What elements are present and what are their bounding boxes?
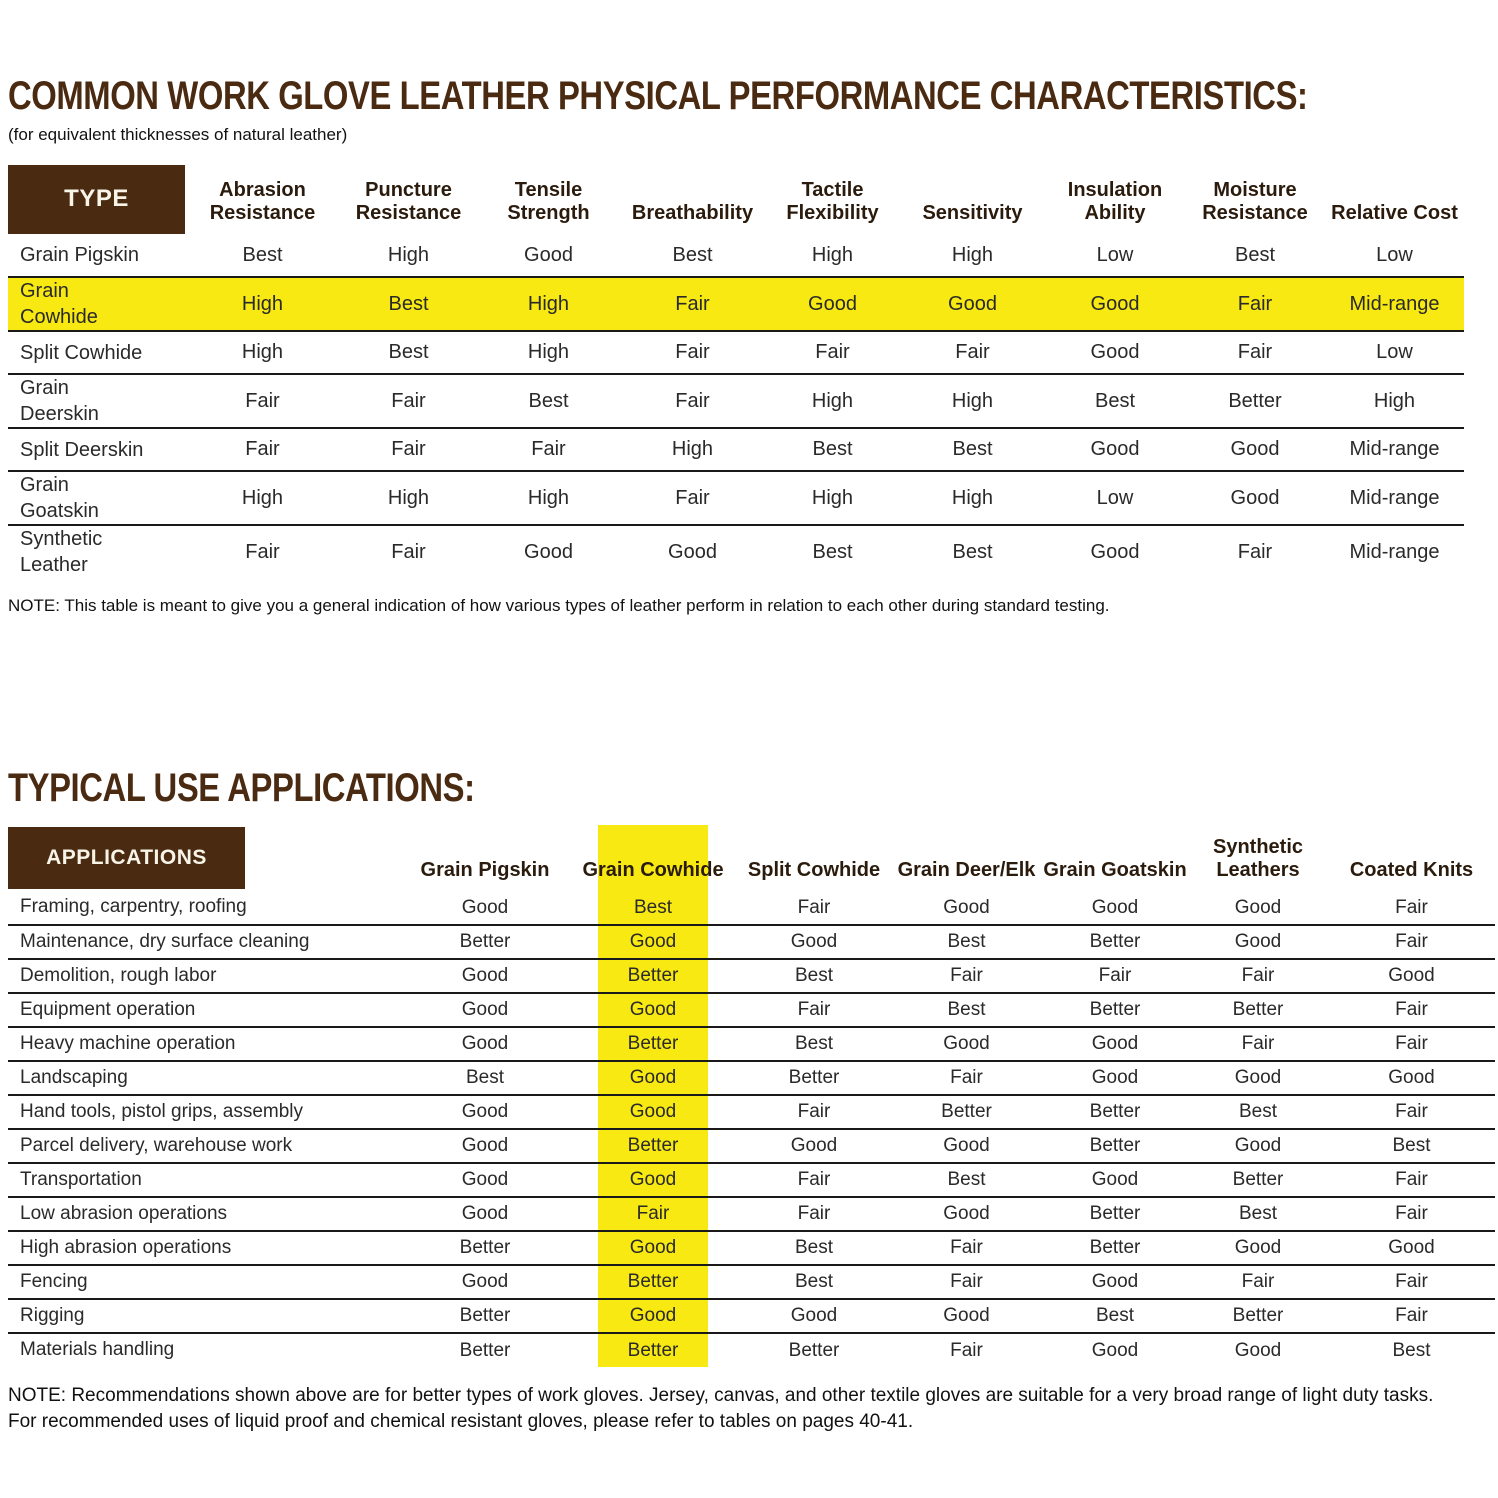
value-cell: Best <box>737 959 891 993</box>
table-row <box>8 1231 1495 1265</box>
performance-section <box>8 74 1488 616</box>
value-cell: Good <box>1188 1333 1328 1367</box>
column-header: Grain Cowhide <box>569 825 737 891</box>
table-row <box>8 1129 1495 1163</box>
value-cell: Fair <box>1328 925 1495 959</box>
table-row <box>8 1265 1495 1299</box>
value-cell: Good <box>1234 896 1282 918</box>
value-cell: Good <box>401 1265 569 1299</box>
value-cell: Good <box>1045 525 1185 578</box>
column-header: Grain Deer/Elk <box>897 858 1036 881</box>
value-cell: Better <box>1042 993 1188 1027</box>
table-row <box>8 331 1464 374</box>
value-cell: High <box>900 374 1045 428</box>
table-row <box>8 891 1495 925</box>
value-cell: Better <box>1188 1163 1328 1197</box>
value-cell: Best <box>242 243 283 266</box>
value-cell: Good <box>477 525 620 578</box>
value-cell: Good <box>401 1027 569 1061</box>
value-cell: Best <box>1328 1129 1495 1163</box>
value-cell: Better <box>891 1095 1042 1129</box>
table-row <box>8 1333 1495 1367</box>
value-cell: Mid-range <box>1325 277 1464 331</box>
column-header: Puncture Resistance <box>355 179 462 224</box>
value-cell: Best <box>900 525 1045 578</box>
table-row <box>8 374 1464 428</box>
column-header: Tactile Flexibility <box>786 179 879 224</box>
row-label: Materials handling <box>8 1333 401 1367</box>
value-cell: Best <box>1234 243 1276 266</box>
value-cell: Good <box>1328 1231 1495 1265</box>
row-label: Rigging <box>8 1299 401 1333</box>
value-cell: Best <box>340 331 477 374</box>
applications-corner-header <box>8 825 401 891</box>
value-cell: Best <box>891 925 1042 959</box>
value-cell: Good <box>891 1129 1042 1163</box>
table-row <box>8 1299 1495 1333</box>
row-label: Heavy machine operation <box>8 1027 401 1061</box>
value-cell: High <box>765 374 900 428</box>
value-cell: Good <box>1045 331 1185 374</box>
performance-title: COMMON WORK GLOVE LEATHER PHYSICAL PERFORMANCE CHARACTERISTICS: <box>8 74 1308 118</box>
value-cell: Good <box>569 1095 737 1129</box>
value-cell: Good <box>461 896 509 918</box>
performance-header-row <box>8 165 1464 234</box>
value-cell: Fair <box>1328 1265 1495 1299</box>
value-cell: Good <box>1045 277 1185 331</box>
applications-section <box>8 766 1488 1434</box>
column-header: Split Cowhide <box>747 858 881 881</box>
column-header: Insulation Ability <box>1067 179 1163 224</box>
value-cell: Mid-range <box>1325 428 1464 471</box>
value-cell: Best <box>737 1027 891 1061</box>
value-cell: Good <box>1328 959 1495 993</box>
value-cell: Fair <box>797 896 831 918</box>
column-header: Sensitivity <box>922 201 1023 224</box>
row-label: Grain Deerskin <box>8 374 185 428</box>
value-cell: Better <box>569 1265 737 1299</box>
value-cell: Good <box>1188 1061 1328 1095</box>
column-header: Moisture Resistance <box>1202 179 1308 224</box>
row-label: Demolition, rough labor <box>8 959 401 993</box>
value-cell: Good <box>524 243 573 266</box>
value-cell: Better <box>1188 993 1328 1027</box>
row-label: Maintenance, dry surface cleaning <box>8 925 401 959</box>
value-cell: Fair <box>765 331 900 374</box>
value-cell: Best <box>737 1265 891 1299</box>
value-cell: High <box>1325 374 1464 428</box>
value-cell: Fair <box>737 1163 891 1197</box>
value-cell: Fair <box>1185 277 1325 331</box>
row-label: Hand tools, pistol grips, assembly <box>8 1095 401 1129</box>
value-cell: Fair <box>891 959 1042 993</box>
table-row <box>8 1163 1495 1197</box>
value-cell: Better <box>1185 374 1325 428</box>
value-cell: Good <box>1042 1163 1188 1197</box>
value-cell: Better <box>401 925 569 959</box>
value-cell: High <box>765 471 900 525</box>
value-cell: Good <box>900 277 1045 331</box>
row-label: Equipment operation <box>8 993 401 1027</box>
value-cell: High <box>477 277 620 331</box>
column-header: Abrasion Resistance <box>209 179 316 224</box>
value-cell: Fair <box>1328 1163 1495 1197</box>
value-cell: Good <box>891 1027 1042 1061</box>
value-cell: Good <box>569 1231 737 1265</box>
column-header: Coated Knits <box>1349 858 1474 881</box>
applications-note-line1: NOTE: Recommendations shown above are for better types of work gloves. Jersey, canvas, and other textile gloves are suitable for a very broad range of light duty tasks. <box>8 1385 1434 1406</box>
value-cell: Fair <box>1042 959 1188 993</box>
value-cell: Best <box>401 1061 569 1095</box>
value-cell: Fair <box>891 1333 1042 1367</box>
row-label: Low abrasion operations <box>8 1197 401 1231</box>
value-cell: Fair <box>1328 1027 1495 1061</box>
value-cell: Fair <box>737 993 891 1027</box>
row-label: Grain Pigskin <box>20 244 139 266</box>
value-cell: Good <box>401 1095 569 1129</box>
value-cell: Good <box>737 925 891 959</box>
value-cell: Good <box>891 1197 1042 1231</box>
performance-note: NOTE: This table is meant to give you a general indication of how various types of leather perform in relation to each other during standard testing. <box>8 596 1110 615</box>
value-cell: Best <box>891 1163 1042 1197</box>
table-row <box>8 959 1495 993</box>
value-cell: High <box>900 471 1045 525</box>
value-cell: Fair <box>340 374 477 428</box>
value-cell: Good <box>765 277 900 331</box>
performance-subtitle: (for equivalent thicknesses of natural leather) <box>8 125 348 144</box>
value-cell: Best <box>765 428 900 471</box>
value-cell: Good <box>1185 428 1325 471</box>
value-cell: Best <box>891 993 1042 1027</box>
row-label: Landscaping <box>8 1061 401 1095</box>
column-header: Breathability <box>631 201 754 224</box>
value-cell: Fair <box>185 428 340 471</box>
column-header: Grain Goatskin <box>1043 858 1187 881</box>
value-cell: Fair <box>620 277 765 331</box>
value-cell: Fair <box>185 525 340 578</box>
value-cell: Best <box>1042 1299 1188 1333</box>
value-cell: Better <box>1042 1095 1188 1129</box>
value-cell: Fair <box>340 428 477 471</box>
value-cell: Fair <box>891 1061 1042 1095</box>
row-label: Split Cowhide <box>8 331 185 374</box>
table-row <box>8 525 1464 578</box>
table-row <box>8 277 1464 331</box>
value-cell: Best <box>765 525 900 578</box>
value-cell: Good <box>1042 1265 1188 1299</box>
value-cell: Good <box>891 1299 1042 1333</box>
value-cell: Good <box>401 1163 569 1197</box>
performance-table <box>8 165 1464 578</box>
value-cell: Good <box>1042 1027 1188 1061</box>
table-row <box>8 428 1464 471</box>
value-cell: Best <box>1045 374 1185 428</box>
value-cell: High <box>185 471 340 525</box>
value-cell: High <box>185 277 340 331</box>
value-cell: Better <box>1188 1299 1328 1333</box>
value-cell: Good <box>401 959 569 993</box>
row-label: Grain Cowhide <box>8 277 185 331</box>
table-row <box>8 1197 1495 1231</box>
value-cell: Good <box>1042 1061 1188 1095</box>
table-row <box>8 234 1464 277</box>
column-header: Synthetic Leathers <box>1212 836 1304 881</box>
value-cell: Good <box>401 993 569 1027</box>
value-cell: Fair <box>1328 1095 1495 1129</box>
value-cell: Best <box>900 428 1045 471</box>
value-cell: High <box>387 243 430 266</box>
value-cell: Low <box>1096 243 1134 266</box>
value-cell: Fair <box>1395 896 1428 918</box>
value-cell: Fair <box>1188 1027 1328 1061</box>
value-cell: Fair <box>569 1197 737 1231</box>
value-cell: Better <box>569 1027 737 1061</box>
value-cell: Good <box>1042 1333 1188 1367</box>
value-cell: Best <box>737 1231 891 1265</box>
value-cell: Better <box>1042 925 1188 959</box>
value-cell: Better <box>569 1129 737 1163</box>
value-cell: Better <box>1042 1197 1188 1231</box>
row-label: Parcel delivery, warehouse work <box>8 1129 401 1163</box>
row-label: Fencing <box>8 1265 401 1299</box>
value-cell: Good <box>1045 428 1185 471</box>
value-cell: Good <box>401 1197 569 1231</box>
value-cell: Good <box>569 1299 737 1333</box>
value-cell: High <box>620 428 765 471</box>
value-cell: Fair <box>340 525 477 578</box>
value-cell: Good <box>401 1129 569 1163</box>
value-cell: Low <box>1045 471 1185 525</box>
value-cell: Good <box>620 525 765 578</box>
table-row <box>8 471 1464 525</box>
table-row <box>8 925 1495 959</box>
value-cell: Fair <box>620 331 765 374</box>
value-cell: Better <box>1042 1129 1188 1163</box>
value-cell: Good <box>569 1163 737 1197</box>
applications-note <box>8 1383 1488 1434</box>
applications-header-row <box>8 825 1495 891</box>
value-cell: High <box>477 331 620 374</box>
value-cell: Good <box>569 925 737 959</box>
value-cell: High <box>811 243 854 266</box>
row-label: Synthetic Leather <box>8 525 185 578</box>
column-header: Tensile Strength <box>507 179 590 224</box>
value-cell: Good <box>737 1299 891 1333</box>
applications-title: TYPICAL USE APPLICATIONS: <box>8 766 475 810</box>
value-cell: Fair <box>477 428 620 471</box>
value-cell: Better <box>401 1333 569 1367</box>
value-cell: Low <box>1325 331 1464 374</box>
value-cell: Fair <box>1328 1197 1495 1231</box>
value-cell: Better <box>1042 1231 1188 1265</box>
value-cell: Good <box>569 1061 737 1095</box>
value-cell: High <box>340 471 477 525</box>
value-cell: Fair <box>737 1197 891 1231</box>
value-cell: Fair <box>185 374 340 428</box>
row-label: Transportation <box>8 1163 401 1197</box>
column-header: Grain Pigskin <box>420 858 550 881</box>
row-label: Grain Goatskin <box>8 471 185 525</box>
value-cell: Fair <box>1188 959 1328 993</box>
row-label: High abrasion operations <box>8 1231 401 1265</box>
value-cell: Best <box>1328 1333 1495 1367</box>
table-row <box>8 993 1495 1027</box>
value-cell: Fair <box>737 1095 891 1129</box>
value-cell: Better <box>401 1299 569 1333</box>
value-cell: Fair <box>900 331 1045 374</box>
value-cell: Good <box>1328 1061 1495 1095</box>
value-cell: Good <box>1188 1231 1328 1265</box>
type-corner-header: TYPE <box>8 165 185 234</box>
value-cell: Fair <box>891 1231 1042 1265</box>
value-cell: Mid-range <box>1325 525 1464 578</box>
value-cell: Fair <box>620 374 765 428</box>
value-cell: High <box>185 331 340 374</box>
table-row <box>8 1061 1495 1095</box>
value-cell: Best <box>672 243 713 266</box>
value-cell: Fair <box>891 1265 1042 1299</box>
row-label: Split Deerskin <box>8 428 185 471</box>
value-cell: Good <box>1091 896 1139 918</box>
value-cell: Good <box>943 896 990 918</box>
value-cell: Fair <box>620 471 765 525</box>
value-cell: Best <box>477 374 620 428</box>
value-cell: Fair <box>1185 331 1325 374</box>
value-cell: Best <box>1188 1197 1328 1231</box>
row-label: Framing, carpentry, roofing <box>20 896 247 918</box>
value-cell: Better <box>737 1061 891 1095</box>
value-cell: Best <box>340 277 477 331</box>
value-cell: Fair <box>1185 525 1325 578</box>
value-cell: High <box>951 243 994 266</box>
column-header: Relative Cost <box>1331 201 1458 224</box>
applications-corner-box: APPLICATIONS <box>8 827 245 889</box>
value-cell: Better <box>569 1333 737 1367</box>
value-cell: Good <box>1188 1129 1328 1163</box>
applications-table <box>8 825 1495 1367</box>
value-cell: High <box>477 471 620 525</box>
value-cell: Fair <box>1188 1265 1328 1299</box>
value-cell: Good <box>1185 471 1325 525</box>
value-cell: Better <box>569 959 737 993</box>
value-cell: Best <box>1188 1095 1328 1129</box>
value-cell: Low <box>1376 243 1413 266</box>
table-row <box>8 1027 1495 1061</box>
value-cell: Mid-range <box>1325 471 1464 525</box>
value-cell: Better <box>401 1231 569 1265</box>
value-cell: Good <box>1188 925 1328 959</box>
value-cell: Good <box>737 1129 891 1163</box>
value-cell: Best <box>569 891 737 925</box>
value-cell: Fair <box>1328 993 1495 1027</box>
value-cell: Better <box>737 1333 891 1367</box>
applications-note-line2: For recommended uses of liquid proof and chemical resistant gloves, please refer to tables on pages 40-41. <box>8 1410 914 1432</box>
table-row <box>8 1095 1495 1129</box>
value-cell: Good <box>569 993 737 1027</box>
value-cell: Fair <box>1328 1299 1495 1333</box>
